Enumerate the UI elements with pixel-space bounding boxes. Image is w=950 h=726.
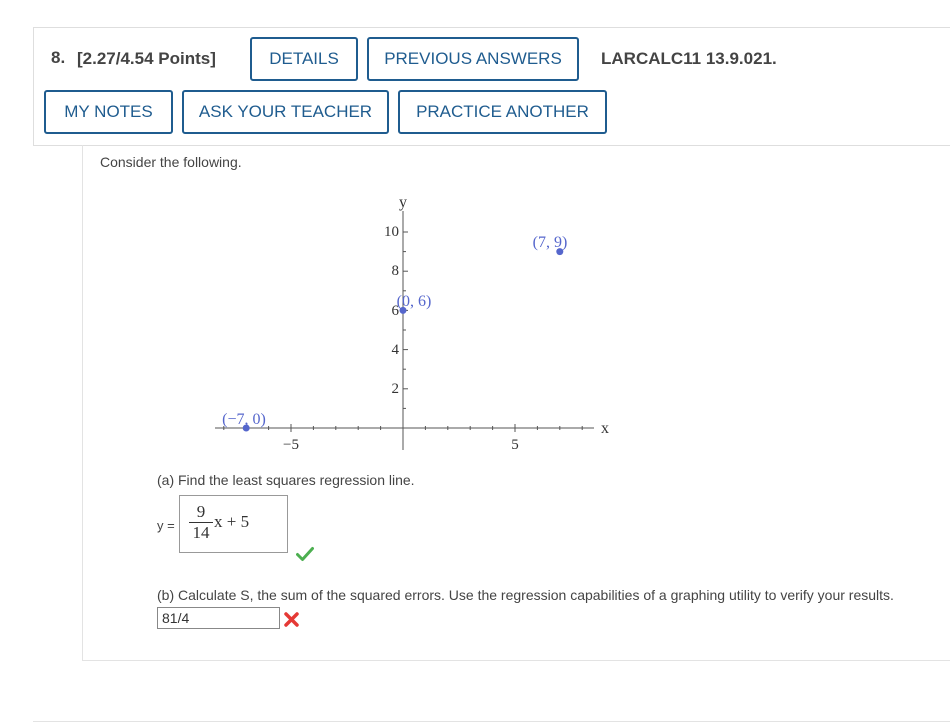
part-a-text: (a) Find the least squares regression line.: [157, 472, 415, 488]
ask-your-teacher-button[interactable]: ASK YOUR TEACHER: [182, 90, 389, 134]
fraction-denominator: 14: [192, 523, 210, 542]
y-tick-label: 4: [391, 342, 399, 358]
fraction: [189, 503, 213, 542]
x-axis-label: x: [601, 420, 609, 437]
y-axis-label: y: [399, 194, 407, 211]
points-label: [2.27/4.54 Points]: [77, 49, 216, 68]
cross-icon: [284, 612, 299, 627]
y-tick-label: 2: [391, 381, 399, 397]
divider: [33, 721, 950, 722]
point-label: (−7, 0): [222, 411, 266, 428]
fraction-numerator: 9: [196, 502, 206, 521]
y-tick-label: 8: [391, 263, 399, 279]
x-tick-label: 5: [511, 437, 519, 453]
sum-of-squares-input[interactable]: [157, 607, 280, 629]
y-tick-label: 6: [391, 303, 399, 319]
point-label: (7, 9): [532, 234, 568, 251]
practice-another-button[interactable]: PRACTICE ANOTHER: [398, 90, 607, 134]
part-b-prompt: (b) Calculate S, the sum of the squared errors. Use the regression capabilities of a graphing utility to verify your results.: [157, 587, 894, 603]
prompt-text: Consider the following.: [100, 154, 242, 170]
y-tick-label: 10: [384, 224, 399, 240]
previous-answers-button[interactable]: PREVIOUS ANSWERS: [367, 37, 579, 81]
x-tick-label: −5: [283, 437, 299, 453]
answer-rest: x + 5: [214, 512, 250, 531]
check-icon: [296, 546, 314, 562]
point-label: (0, 6): [396, 293, 432, 310]
my-notes-button[interactable]: MY NOTES: [44, 90, 173, 134]
question-number: 8.: [51, 48, 66, 67]
problem-reference: LARCALC11 13.9.021.: [601, 49, 777, 68]
part-b-text: [157, 587, 894, 603]
details-button[interactable]: DETAILS: [250, 37, 358, 81]
y-equals-label: y =: [157, 518, 175, 533]
